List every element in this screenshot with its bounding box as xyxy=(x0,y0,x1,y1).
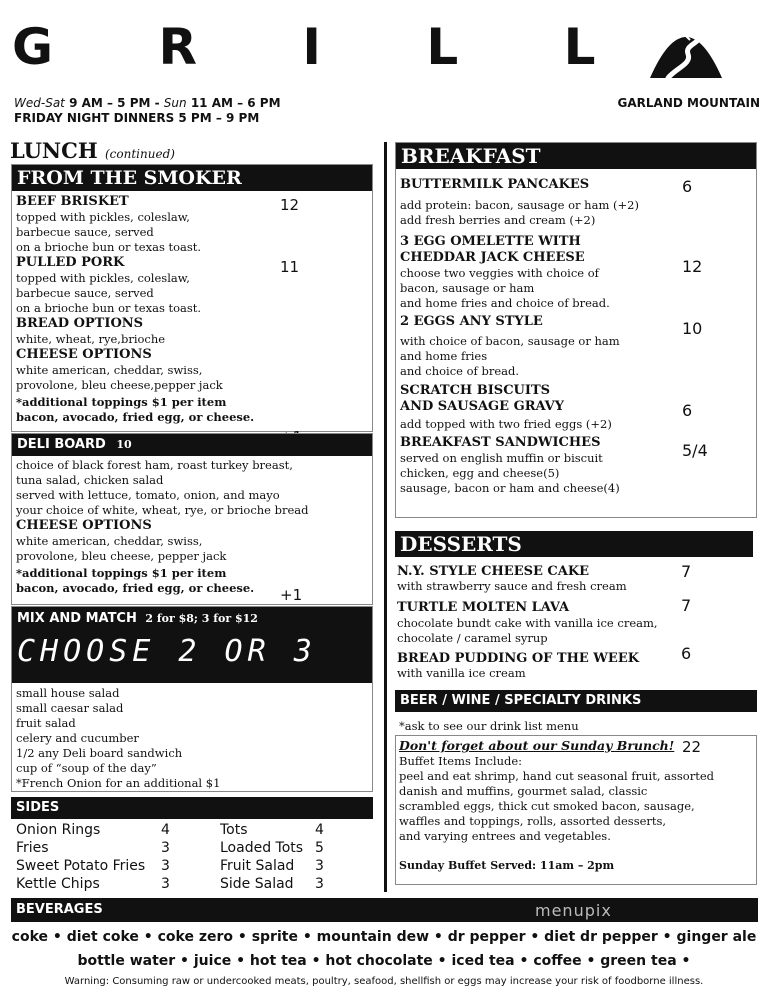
hours-days-1: Wed-Sat xyxy=(14,96,65,110)
mix-sub: 2 for $8; 3 for $12 xyxy=(145,612,258,625)
pudding-price: 6 xyxy=(681,644,692,663)
omelette-desc-3: and home fries and choice of bread. xyxy=(400,296,610,310)
mix-item-7: *French Onion for an additional $1 xyxy=(16,776,221,790)
toppings-line-1: *additional toppings $1 per item xyxy=(16,395,227,409)
brisket-name: BEEF BRISKET xyxy=(16,194,129,209)
biscuits-name-2: AND SAUSAGE GRAVY xyxy=(400,399,565,414)
cheesecake-name: N.Y. STYLE CHEESE CAKE xyxy=(397,564,590,579)
cheesecake-price: 7 xyxy=(681,562,692,581)
mix-section xyxy=(11,606,373,792)
mix-item-2: small caesar salad xyxy=(16,701,124,715)
desserts-heading: DESSERTS xyxy=(395,531,753,557)
mix-heading: MIX AND MATCH xyxy=(17,611,137,626)
eggs-desc-1: with choice of bacon, sausage or ham xyxy=(400,334,620,348)
lunch-title xyxy=(10,140,175,161)
omelette-name-1: 3 EGG OMELETTE WITH xyxy=(400,234,581,249)
bread-options-heading: BREAD OPTIONS xyxy=(16,316,144,331)
side-onion-rings-price: 4 xyxy=(161,822,170,838)
warning-text: Warning: Consuming raw or undercooked meats, poultry, seafood, shellfish or eggs may increase your risk of foodborne illness. xyxy=(64,976,704,987)
pork-name: PULLED PORK xyxy=(16,255,125,270)
brand-name: GARLAND MOUNTAIN xyxy=(617,96,760,110)
brisket-desc-1: topped with pickles, coleslaw, xyxy=(16,210,190,224)
breakfast-section xyxy=(395,142,757,518)
breakfast-heading: BREAKFAST xyxy=(396,143,756,169)
sandwiches-desc-3: sausage, bacon or ham and cheese(4) xyxy=(400,481,620,495)
drinks-heading: BEER / WINE / SPECIALTY DRINKS xyxy=(395,690,757,712)
lava-name: TURTLE MOLTEN LAVA xyxy=(397,600,570,615)
deli-price: 10 xyxy=(116,438,132,451)
cheese-options-desc-2: provolone, bleu cheese,pepper jack xyxy=(16,378,223,392)
cheese-options-heading: CHEESE OPTIONS xyxy=(16,347,152,362)
pancakes-price: 6 xyxy=(682,177,693,196)
smoker-heading: FROM THE SMOKER xyxy=(12,165,372,191)
desserts-list xyxy=(397,562,755,680)
lunch-note: (continued) xyxy=(105,147,175,161)
beverages-heading: BEVERAGES xyxy=(11,898,758,922)
sandwiches-desc-1: served on english muffin or biscuit xyxy=(400,451,603,465)
deli-desc-2: tuna salad, chicken salad xyxy=(16,473,164,487)
pork-desc-2: barbecue sauce, served xyxy=(16,286,154,300)
sandwiches-price: 5/4 xyxy=(682,441,708,460)
brunch-title: Don't forget about our Sunday Brunch! xyxy=(399,738,675,753)
deli-toppings-line-2: bacon, avocado, fried egg, or cheese. xyxy=(16,581,255,595)
eggs-desc-2: and home fries xyxy=(400,349,488,363)
brunch-line-6: and varying entrees and vegetables. xyxy=(399,829,611,843)
lava-price: 7 xyxy=(681,596,692,615)
brisket-desc-2: barbecue sauce, served xyxy=(16,225,154,239)
deli-toppings-line-1: *additional toppings $1 per item xyxy=(16,566,227,580)
side-kettle-chips-price: 3 xyxy=(161,876,170,892)
brunch-line-1: Buffet Items Include: xyxy=(399,754,523,768)
lava-desc-1: chocolate bundt cake with vanilla ice cream, xyxy=(397,616,658,630)
side-sweet-potato-price: 3 xyxy=(161,858,170,874)
omelette-desc-1: choose two veggies with choice of xyxy=(400,266,599,280)
pork-desc-1: topped with pickles, coleslaw, xyxy=(16,271,190,285)
hours-separator: - xyxy=(154,96,160,110)
eggs-desc-3: and choice of bread. xyxy=(400,364,520,378)
beverages-line-1: coke • diet coke • coke zero • sprite • mountain dew • dr pepper • diet dr pepper • ginger ale xyxy=(11,929,757,945)
side-fries: Fries xyxy=(16,840,49,856)
omelette-desc-2: bacon, sausage or ham xyxy=(400,281,535,295)
side-kettle-chips: Kettle Chips xyxy=(16,876,100,892)
deli-desc-1: choice of black forest ham, roast turkey breast, xyxy=(16,458,293,472)
lava-desc-2: chocolate / caramel syrup xyxy=(397,631,548,645)
side-sweet-potato: Sweet Potato Fries xyxy=(16,858,146,874)
lunch-heading: LUNCH xyxy=(10,138,98,163)
drinks-note: *ask to see our drink list menu xyxy=(399,719,579,733)
mix-heading-row xyxy=(17,611,367,626)
watermark: menupix xyxy=(535,901,612,920)
sides-list xyxy=(16,821,366,897)
mountain-road-icon xyxy=(648,16,724,84)
pancakes-desc-1: add protein: bacon, sausage or ham (+2) xyxy=(400,198,639,212)
omelette-name-2: CHEDDAR JACK CHEESE xyxy=(400,250,585,265)
smoker-section xyxy=(11,164,373,432)
hours-line-2: FRIDAY NIGHT DINNERS 5 PM – 9 PM xyxy=(14,111,260,125)
omelette-price: 12 xyxy=(682,257,703,276)
biscuits-desc-1: add topped with two fried eggs (+2) xyxy=(400,417,612,431)
side-loaded-tots: Loaded Tots xyxy=(220,840,304,856)
side-salad: Side Salad xyxy=(220,876,294,892)
brunch-line-5: waffles and toppings, rolls, assorted desserts, xyxy=(399,814,667,828)
sandwiches-desc-2: chicken, egg and cheese(5) xyxy=(400,466,560,480)
eggs-name: 2 EGGS ANY STYLE xyxy=(400,314,543,329)
deli-cheese-desc-2: provolone, bleu cheese, pepper jack xyxy=(16,549,227,563)
brunch-box xyxy=(395,735,757,885)
hours-time-2: 11 AM – 6 PM xyxy=(190,96,281,110)
brunch-line-2: peel and eat shrimp, hand cut seasonal fruit, assorted xyxy=(399,769,715,783)
beverages-line-2: bottle water • juice • hot tea • hot chocolate • iced tea • coffee • green tea • xyxy=(77,953,691,969)
side-tots-price: 4 xyxy=(315,822,324,838)
mix-item-1: small house salad xyxy=(16,686,120,700)
brunch-line-4: scrambled eggs, thick cut smoked bacon, sausage, xyxy=(399,799,695,813)
eggs-price: 10 xyxy=(682,319,703,338)
deli-section xyxy=(11,433,373,605)
pancakes-name: BUTTERMILK PANCAKES xyxy=(400,177,590,192)
mix-item-4: celery and cucumber xyxy=(16,731,139,745)
deli-cheese-desc-1: white american, cheddar, swiss, xyxy=(16,534,203,548)
sandwiches-name: BREAKFAST SANDWICHES xyxy=(400,435,601,450)
pork-desc-3: on a brioche bun or texas toast. xyxy=(16,301,202,315)
side-salad-price: 3 xyxy=(315,876,324,892)
pork-price: 11 xyxy=(280,258,300,276)
mix-item-3: fruit salad xyxy=(16,716,76,730)
pudding-name: BREAD PUDDING OF THE WEEK xyxy=(397,651,640,666)
hours-time-1: 9 AM – 5 PM xyxy=(69,96,151,110)
deli-toppings-price: +1 xyxy=(280,586,303,604)
mix-item-5: 1/2 any Deli board sandwich xyxy=(16,746,183,760)
deli-desc-3: served with lettuce, tomato, onion, and mayo xyxy=(16,488,280,502)
sides-heading: SIDES xyxy=(11,797,373,819)
deli-heading xyxy=(12,434,372,456)
pudding-desc-1: with vanilla ice cream xyxy=(397,666,526,680)
biscuits-name-1: SCRATCH BISCUITS xyxy=(400,383,551,398)
page-title: G R I L L xyxy=(12,18,640,76)
hours-days-2: Sun xyxy=(163,96,187,110)
side-fries-price: 3 xyxy=(161,840,170,856)
hours-line-1 xyxy=(14,96,281,111)
brisket-desc-3: on a brioche bun or texas toast. xyxy=(16,240,202,254)
biscuits-price: 6 xyxy=(682,401,693,420)
toppings-line-2: bacon, avocado, fried egg, or cheese. xyxy=(16,410,255,424)
side-onion-rings: Onion Rings xyxy=(16,822,101,838)
choose-text: CHOOSE 2 OR 3 xyxy=(17,634,317,669)
brunch-served: Sunday Buffet Served: 11am – 2pm xyxy=(399,859,615,872)
mix-header xyxy=(12,607,372,683)
bread-options-desc: white, wheat, rye,brioche xyxy=(16,332,166,346)
side-loaded-tots-price: 5 xyxy=(315,840,324,856)
brisket-price: 12 xyxy=(280,196,300,214)
deli-desc-4: your choice of white, wheat, rye, or brioche bread xyxy=(16,503,309,517)
brunch-line-3: danish and muffins, gourmet salad, classic xyxy=(399,784,648,798)
side-fruit-salad: Fruit Salad xyxy=(220,858,295,874)
mix-item-6: cup of “soup of the day” xyxy=(16,761,157,775)
cheesecake-desc-1: with strawberry sauce and fresh cream xyxy=(397,579,627,593)
side-fruit-salad-price: 3 xyxy=(315,858,324,874)
deli-heading-label: DELI BOARD xyxy=(17,437,106,452)
deli-cheese-heading: CHEESE OPTIONS xyxy=(16,518,152,533)
column-divider xyxy=(384,142,387,892)
side-tots: Tots xyxy=(220,822,248,838)
cheese-options-desc-1: white american, cheddar, swiss, xyxy=(16,363,203,377)
pancakes-desc-2: add fresh berries and cream (+2) xyxy=(400,213,596,227)
brunch-price: 22 xyxy=(682,738,702,756)
